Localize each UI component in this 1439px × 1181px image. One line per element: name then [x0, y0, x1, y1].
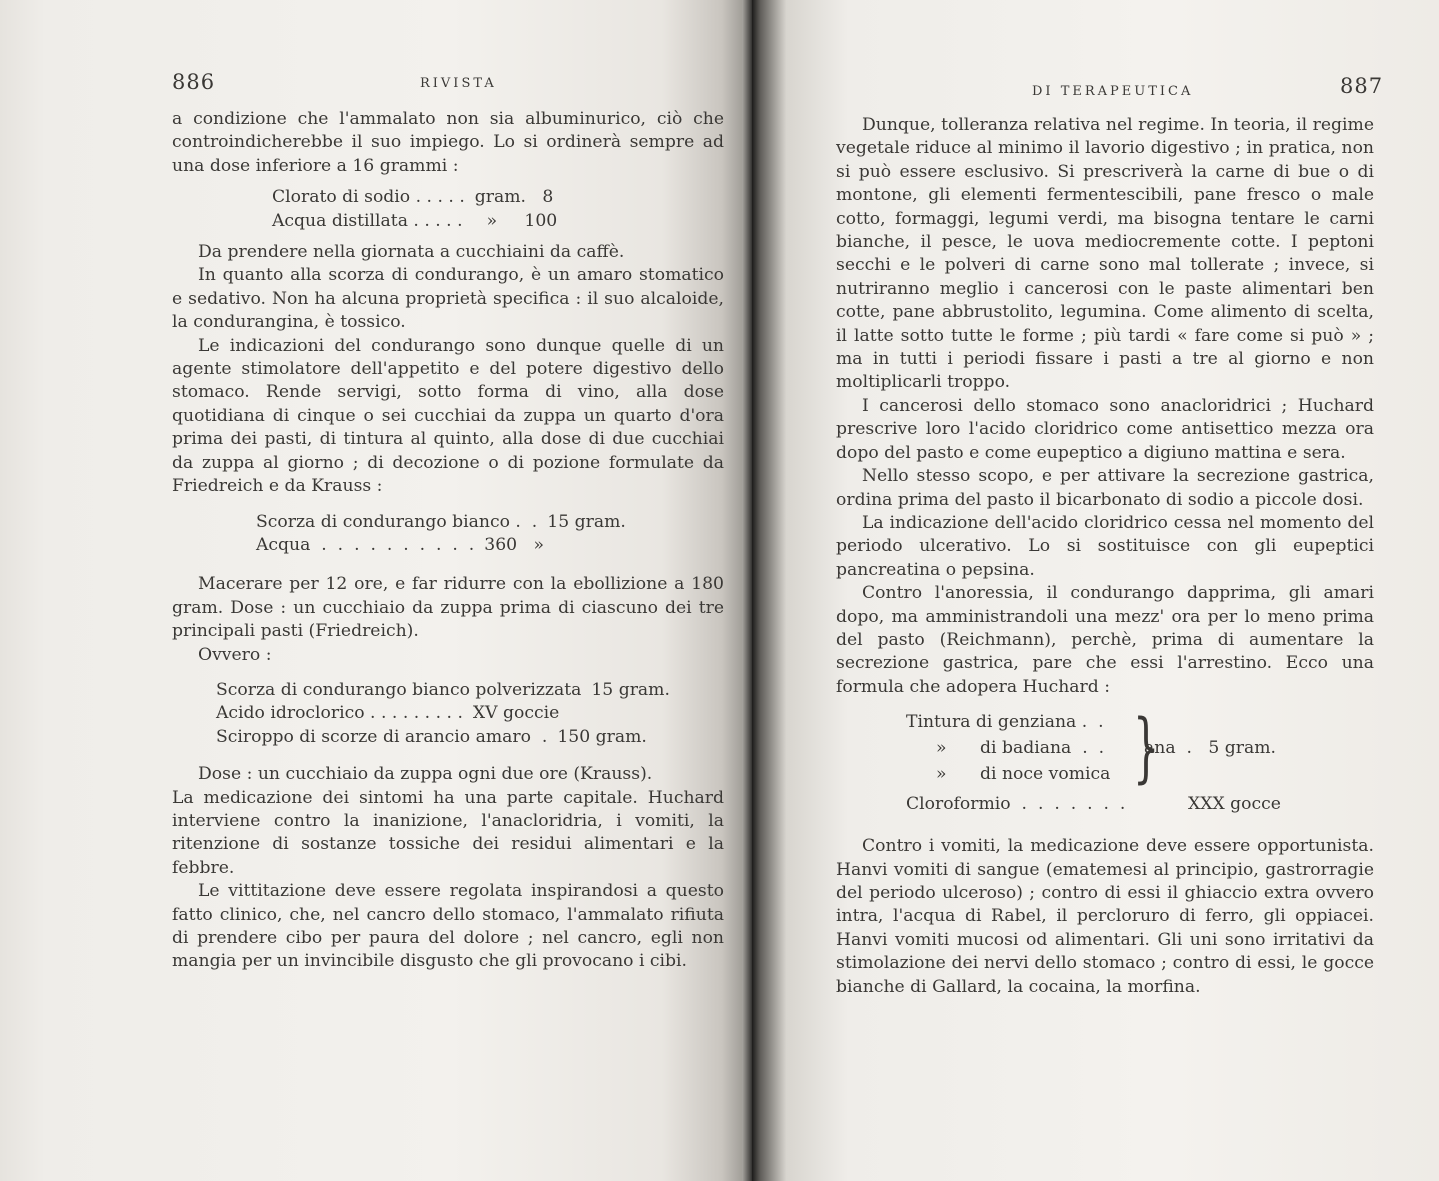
running-title-left: RIVISTA: [420, 76, 497, 91]
recipe-row: Acqua . . . . . . . . . . 360 »: [256, 534, 544, 555]
right-body: [836, 114, 1374, 999]
brace-mark: }: [1132, 702, 1160, 792]
paragraph: Dose : un cucchiaio da zuppa ogni due ore (Krauss).: [198, 764, 653, 785]
paragraph: Da prendere nella giornata a cucchiaini da caffè.: [198, 242, 625, 263]
recipe-row: Acqua distillata . . . . . » 100: [272, 210, 558, 231]
paragraph: Dunque, tolleranza relativa nel regime. In teoria, il regime vegetale riduce al minimo il lavorio digestivo ; in pratica, non si può essere esclusivo. Si prescriverà la carne di bue o di montone, gli elementi fermentescibili, pane fresco o male cotto, formaggi, legumi verdi, ma bisogna tentare le carni bianche, il pesce, le uova mediocremente cotte. I peptoni secchi e le polveri di carne sono mal tollerate ; invece, si nutriranno meglio i cancerosi con le paste alimentari ben cotte, pane abbrustolito, legumina. Come alimento di scelta, il latte sotto tutte le forme ; più tardi « fare come si può » ; ma in tutti i periodi fissare i pasti a tre al giorno e non moltiplicarli troppo.: [836, 115, 1374, 393]
paragraph: a condizione che l'ammalato non sia albuminurico, ciò che controindicherebbe il suo impiego. Lo si ordinerà sempre ad una dose inferiore a 16 grammi :: [172, 109, 724, 176]
running-title-right: DI TERAPEUTICA: [1032, 84, 1194, 99]
paragraph: La indicazione dell'acido cloridrico cessa nel momento del periodo ulcerativo. Lo si sostituisce con gli eupeptici pancreatina o pepsina.: [836, 512, 1374, 580]
recipe-row: Scorza di condurango bianco . . 15 gram.: [256, 511, 626, 532]
recipe-condurango: [256, 511, 724, 558]
paragraph: Contro l'anoressia, il condurango dapprima, gli amari dopo, ma amministrandoli una mezz' ora per lo meno prima del pasto (Reichmann), perchè, prima di aumentare la secrezione gastrica, pare che essi l'arrestino. Ecco una formula che adopera Huchard :: [836, 583, 1374, 697]
paragraph: Le indicazioni del condurango sono dunque quelle di un agente stimolatore dell'appetito e del potere digestivo dello stomaco. Rende servigi, sotto forma di vino, alla dose quotidiana di cinque o sei cucchiai da zuppa un quarto d'ora prima dei pasti, di tintura al quinto, alla dose di due cucchiai da zuppa al giorno ; di decozione o di pozione formulate da Friedreich e da Krauss :: [172, 335, 724, 497]
recipe-clorato: [272, 186, 724, 233]
paragraph: Contro i vomiti, la medicazione deve essere opportunista. Hanvi vomiti di sangue (ematemesi al principio, gastrorragie del periodo ulceroso) ; contro di essi il ghiaccio extra ovvero intra, l'acqua di Rabel, il percloruro di ferro, gli oppiacei. Hanvi vomiti mucosi od alimentari. Gli uni sono irritativi da stimolazione dei nervi dello stomaco ; contro di essi, le gocce bianche di Gallard, la cocaina, la morfina.: [836, 836, 1374, 997]
paragraph: Ovvero :: [198, 644, 272, 665]
paragraph: La medicazione dei sintomi ha una parte capitale. Huchard interviene contro la inanizione, l'anacloridria, i vomiti, la ritenzione di sostanze tossiche dei residui alimentari e la febbre.: [172, 787, 724, 878]
page-number-right: 887: [1340, 74, 1384, 98]
left-body: [172, 108, 724, 974]
right-page: [752, 0, 1439, 1181]
paragraph: Le vittitazione deve essere regolata inspirandosi a questo fatto clinico, che, nel cancro dello stomaco, l'ammalato rifiuta di prendere cibo per paura del dolore ; nel cancro, egli non mangia per un invincibile disgusto che gli provocano i cibi.: [172, 881, 724, 972]
recipe-row: Scorza di condurango bianco polverizzata 15 gram.: [216, 679, 670, 700]
page-number-left: 886: [172, 70, 216, 94]
recipe-row: Sciroppo di scorze di arancio amaro . 150 gram.: [216, 726, 647, 747]
recipe-polverizzata: [216, 679, 724, 749]
paragraph: Nello stesso scopo, e per attivare la secrezione gastrica, ordina prima del pasto il bicarbonato di sodio a piccole dosi.: [836, 466, 1374, 510]
paragraph: Macerare per 12 ore, e far ridurre con la ebollizione a 180 gram. Dose : un cucchiaio da zuppa prima di ciascuno dei tre principali pasti (Friedreich).: [172, 574, 724, 642]
paragraph: In quanto alla scorza di condurango, è un amaro stomatico e sedativo. Non ha alcuna proprietà specifica : il suo alcaloide, la condurangina, è tossico.: [172, 265, 724, 333]
recipe-row: Clorato di sodio . . . . . gram. 8: [272, 187, 554, 208]
formula-genziana: Tintura di genziana . . » di badiana . . » di noce vomica } ana . 5 gram. Cloroformio . . . . . . . XXX gocce: [906, 702, 1281, 815]
paragraph: I cancerosi dello stomaco sono anacloridrici ; Huchard prescrive loro l'acido cloridrico come antisettico mezza ora dopo del pasto e come eupeptico a digiuno mattina e sera.: [836, 395, 1374, 463]
recipe-row: Acido idroclorico . . . . . . . . . XV goccie: [216, 703, 560, 724]
